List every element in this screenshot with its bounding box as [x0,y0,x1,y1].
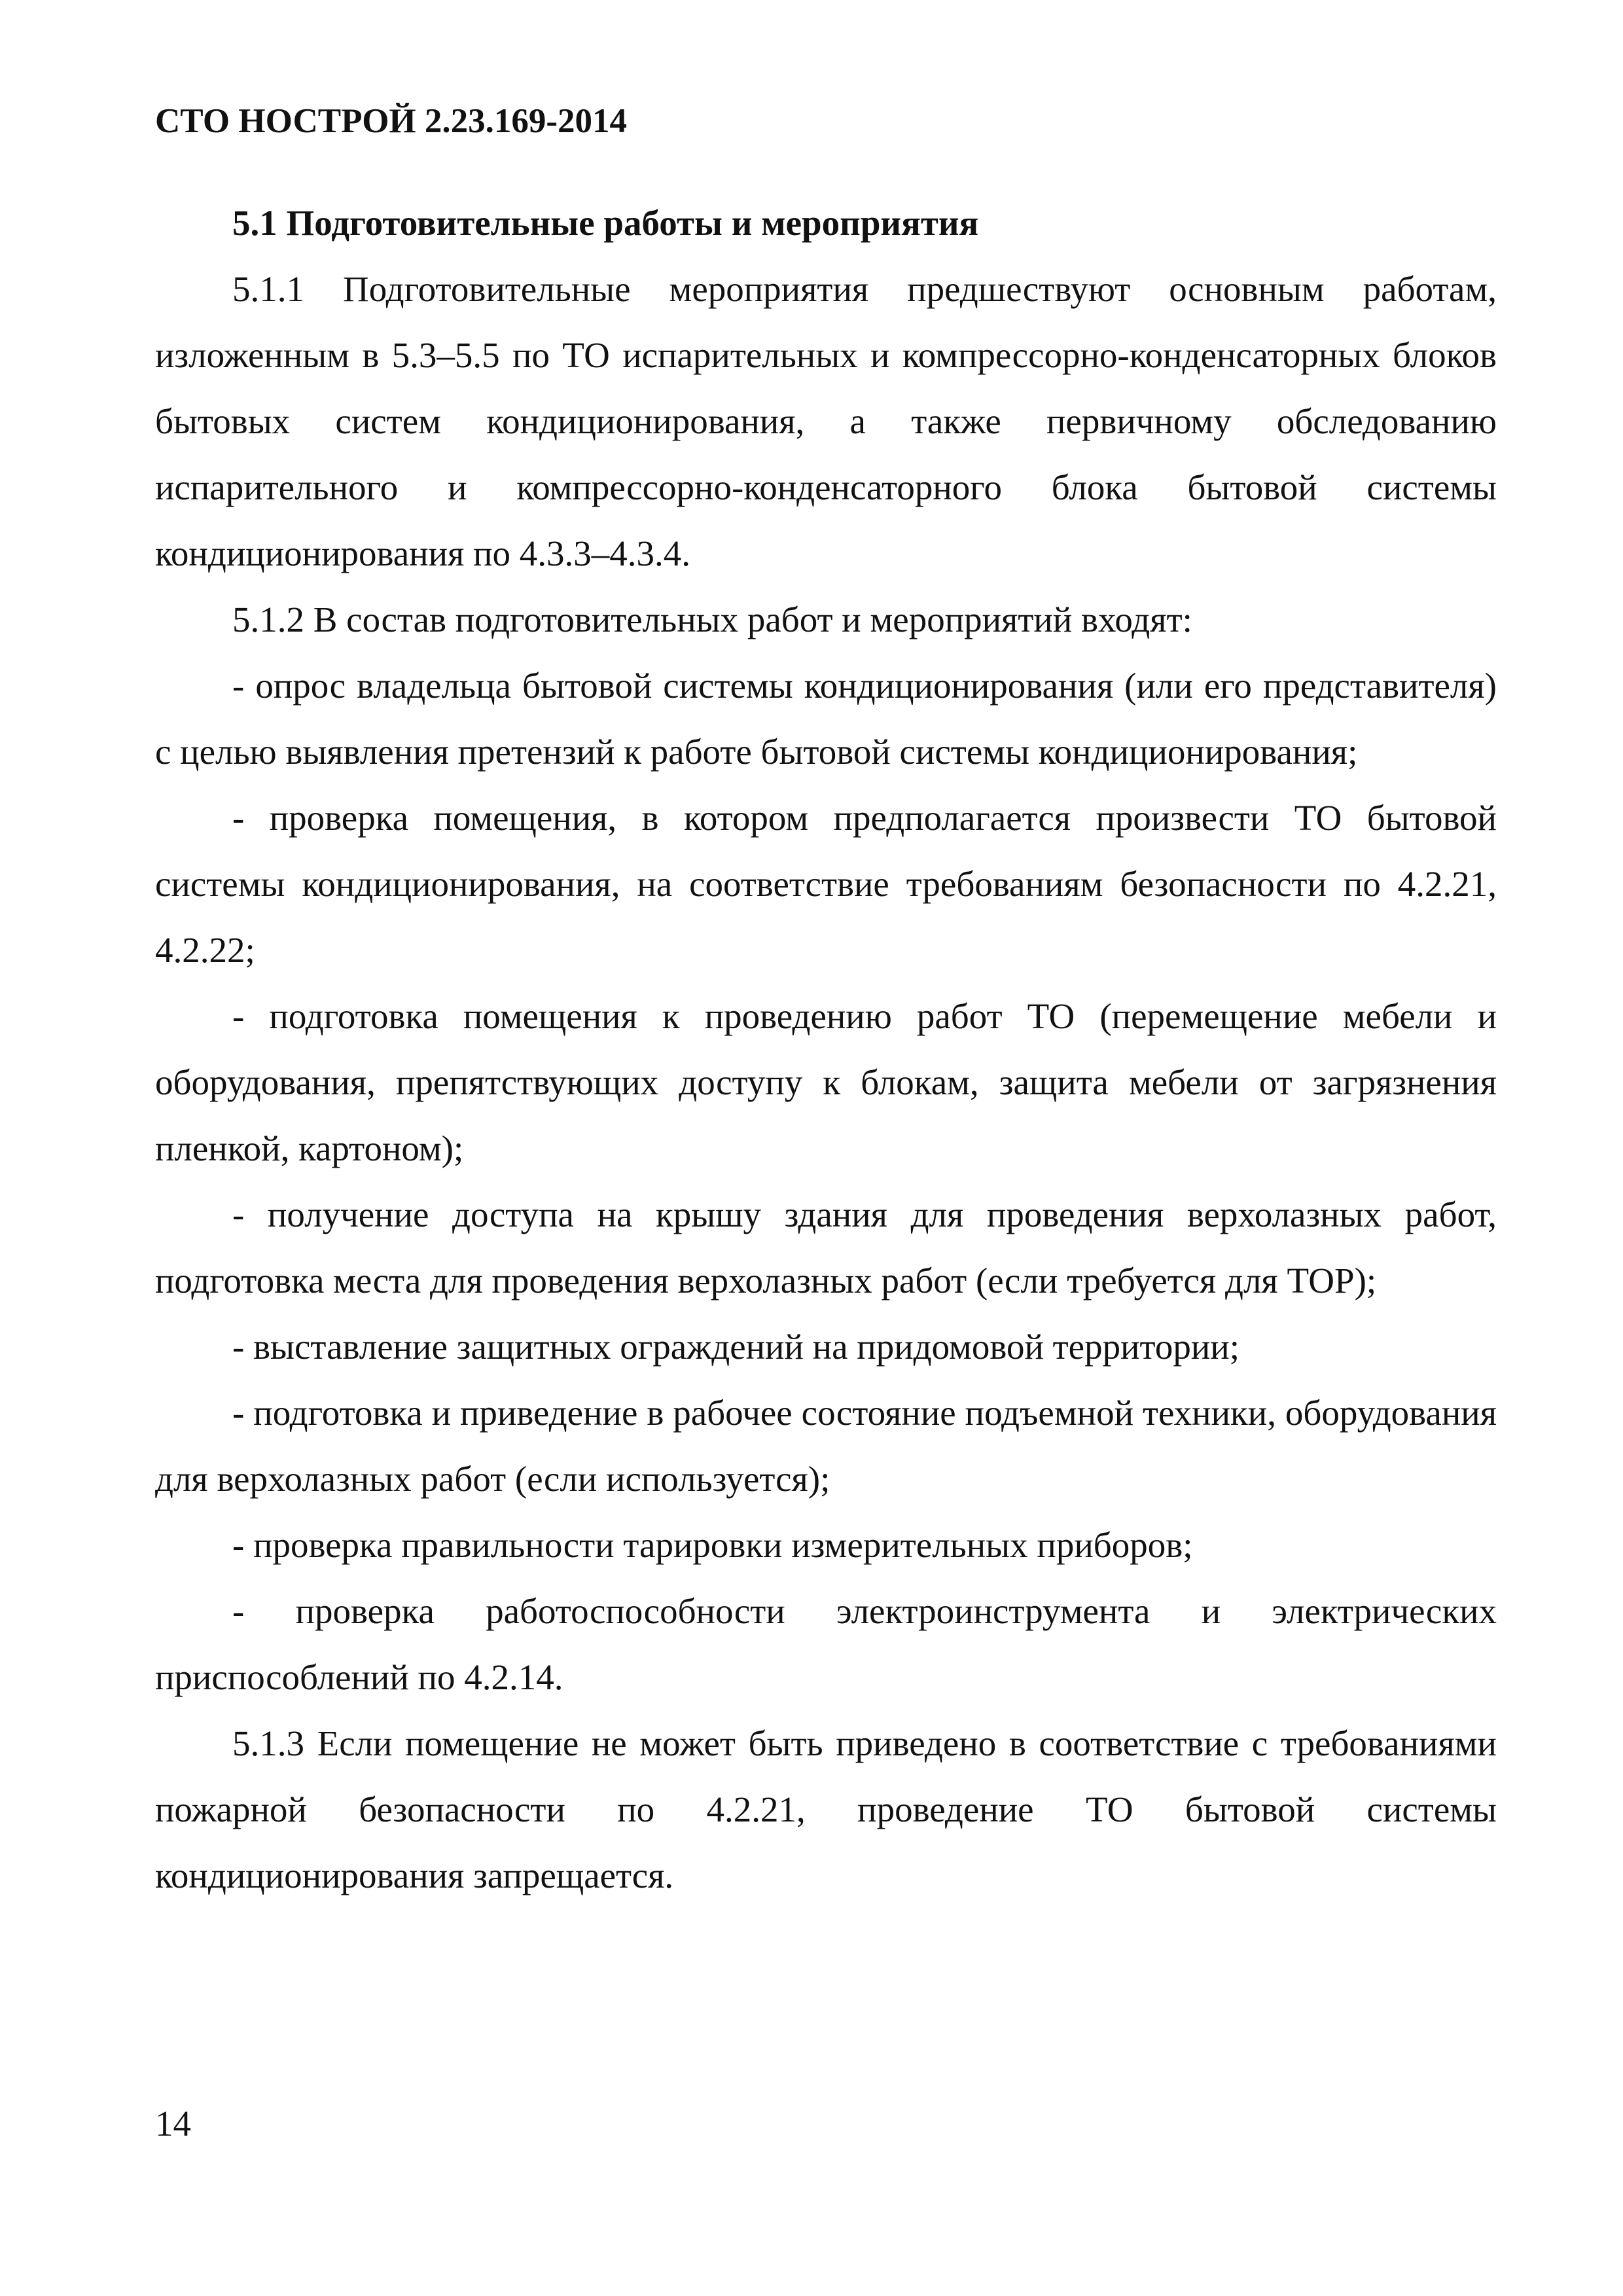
list-item-room-preparation: - подготовка помещения к проведению работ ТО (перемещение мебели и оборудования, препятствующих доступу к блокам, защита мебели от загрязнения пленкой, картоном); [155,996,1497,1168]
paragraph-5-1-3: 5.1.3 Если помещение не может быть приведено в соответствие с требованиями пожарной безопасности по 4.2.21, проведение ТО бытовой системы кондиционирования запрещается. [155,1723,1497,1895]
page-number: 14 [155,2104,191,2144]
section-title: 5.1 Подготовительные работы и мероприятия [232,203,979,243]
section-content [155,190,1497,1909]
list-item-roof-access: - получение доступа на крышу здания для проведения верхолазных работ, подготовка места для проведения верхолазных работ (если требуется для ТОР); [155,1194,1497,1300]
list-item-owner-survey: - опрос владельца бытовой системы кондиционирования (или его представителя) с целью выявления претензий к работе бытовой системы кондиционирования; [155,666,1497,772]
list-item-tools-check: - проверка работоспособности электроинструмента и электрических приспособлений по 4.2.14. [155,1591,1497,1697]
list-item-fencing: - выставление защитных ограждений на придомовой территории; [232,1327,1240,1367]
list-item-calibration-check: - проверка правильности тарировки измерительных приборов; [232,1525,1193,1565]
list-item-room-check: - проверка помещения, в котором предполагается произвести ТО бытовой системы кондиционирования, на соответствие требованиям безопасности по 4.2.21, 4.2.22; [155,798,1497,970]
paragraph-5-1-2: 5.1.2 В состав подготовительных работ и мероприятий входят: [232,600,1192,639]
document-code-header: СТО НОСТРОЙ 2.23.169-2014 [155,102,628,140]
paragraph-5-1-1: 5.1.1 Подготовительные мероприятия предшествуют основным работам, изложенным в 5.3–5.5 по ТО испарительных и компрессорно-конденсаторных блоков бытовых систем кондиционирования, а также первичному обследованию испарительного и компрессорно-конденсаторного блока бытовой системы кондиционирования по 4.3.3–4.3.4. [155,269,1497,573]
list-item-lifting-equipment: - подготовка и приведение в рабочее состояние подъемной техники, оборудования для верхолазных работ (если используется); [155,1393,1497,1499]
